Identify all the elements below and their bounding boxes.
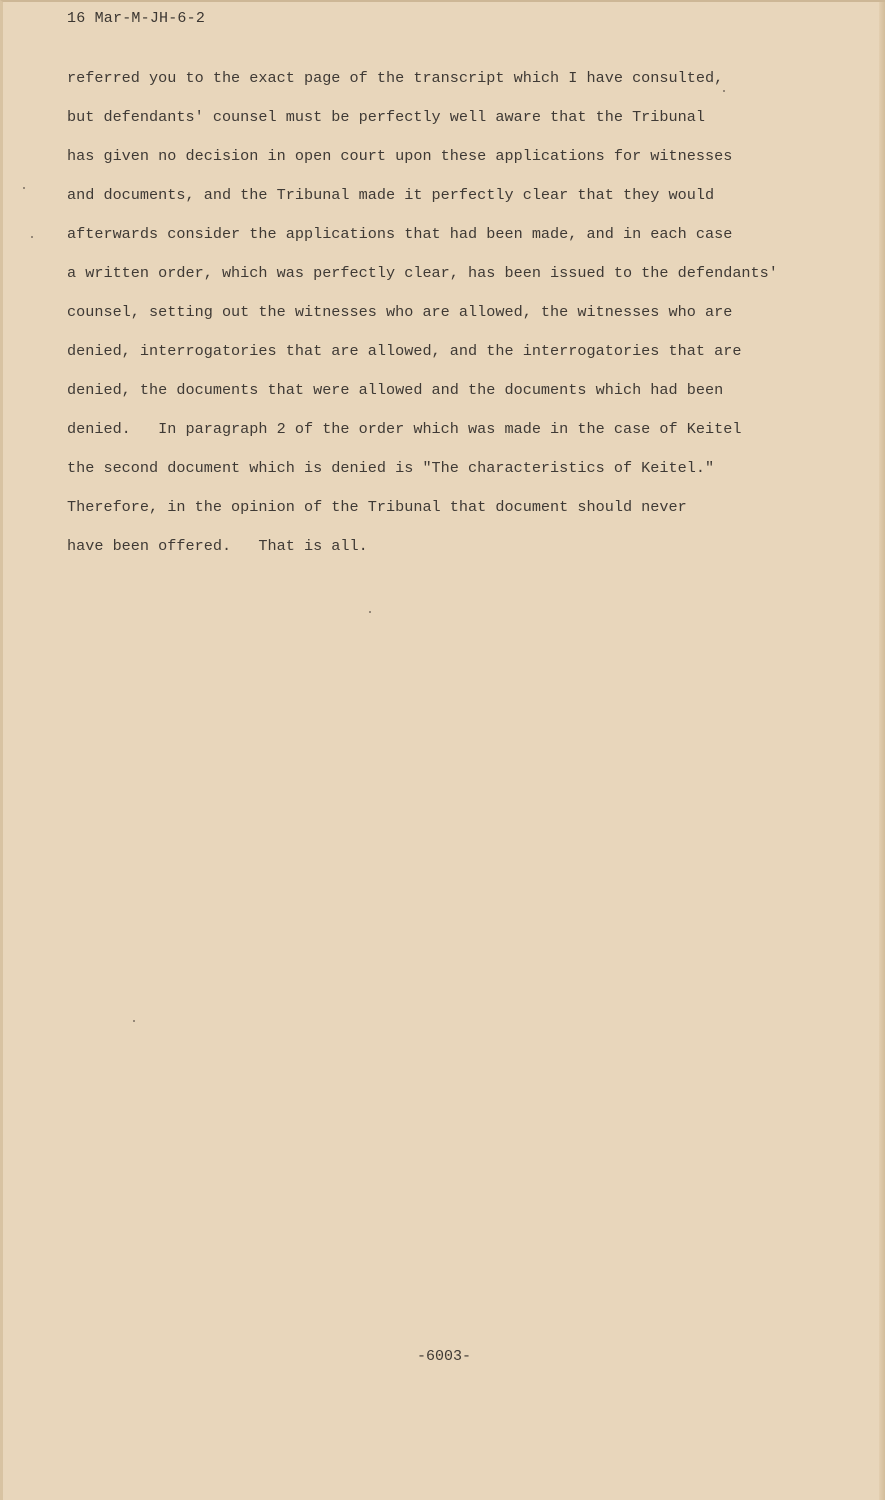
- text-line: referred you to the exact page of the transcript which I have consulted,: [67, 69, 724, 87]
- paper-speck: [23, 187, 25, 189]
- text-line: the second document which is denied is "The characteristics of Keitel.": [67, 459, 715, 477]
- text-line: counsel, setting out the witnesses who are allowed, the witnesses who are: [67, 303, 733, 321]
- text-line: has given no decision in open court upon these applications for witnesses: [67, 147, 733, 165]
- text-line: have been offered. That is all.: [67, 537, 368, 555]
- text-line: a written order, which was perfectly clear, has been issued to the defendants': [67, 264, 778, 282]
- paper-speck: [369, 611, 371, 613]
- text-line: afterwards consider the applications that had been made, and in each case: [67, 225, 733, 243]
- text-line: denied, the documents that were allowed and the documents which had been: [67, 381, 724, 399]
- paper-speck: [31, 236, 33, 238]
- transcript-body: [67, 64, 827, 571]
- paper-speck: [133, 1020, 135, 1022]
- text-line: but defendants' counsel must be perfectly well aware that the Tribunal: [67, 108, 705, 126]
- document-reference-header: 16 Mar-M-JH-6-2: [67, 10, 206, 27]
- text-line: and documents, and the Tribunal made it perfectly clear that they would: [67, 186, 715, 204]
- text-line: denied, interrogatories that are allowed, and the interrogatories that are: [67, 342, 742, 360]
- text-line: denied. In paragraph 2 of the order which was made in the case of Keitel: [67, 420, 742, 438]
- page-number: -6003-: [416, 1348, 471, 1365]
- paper-speck: [723, 90, 725, 92]
- text-line: Therefore, in the opinion of the Tribunal that document should never: [67, 498, 687, 516]
